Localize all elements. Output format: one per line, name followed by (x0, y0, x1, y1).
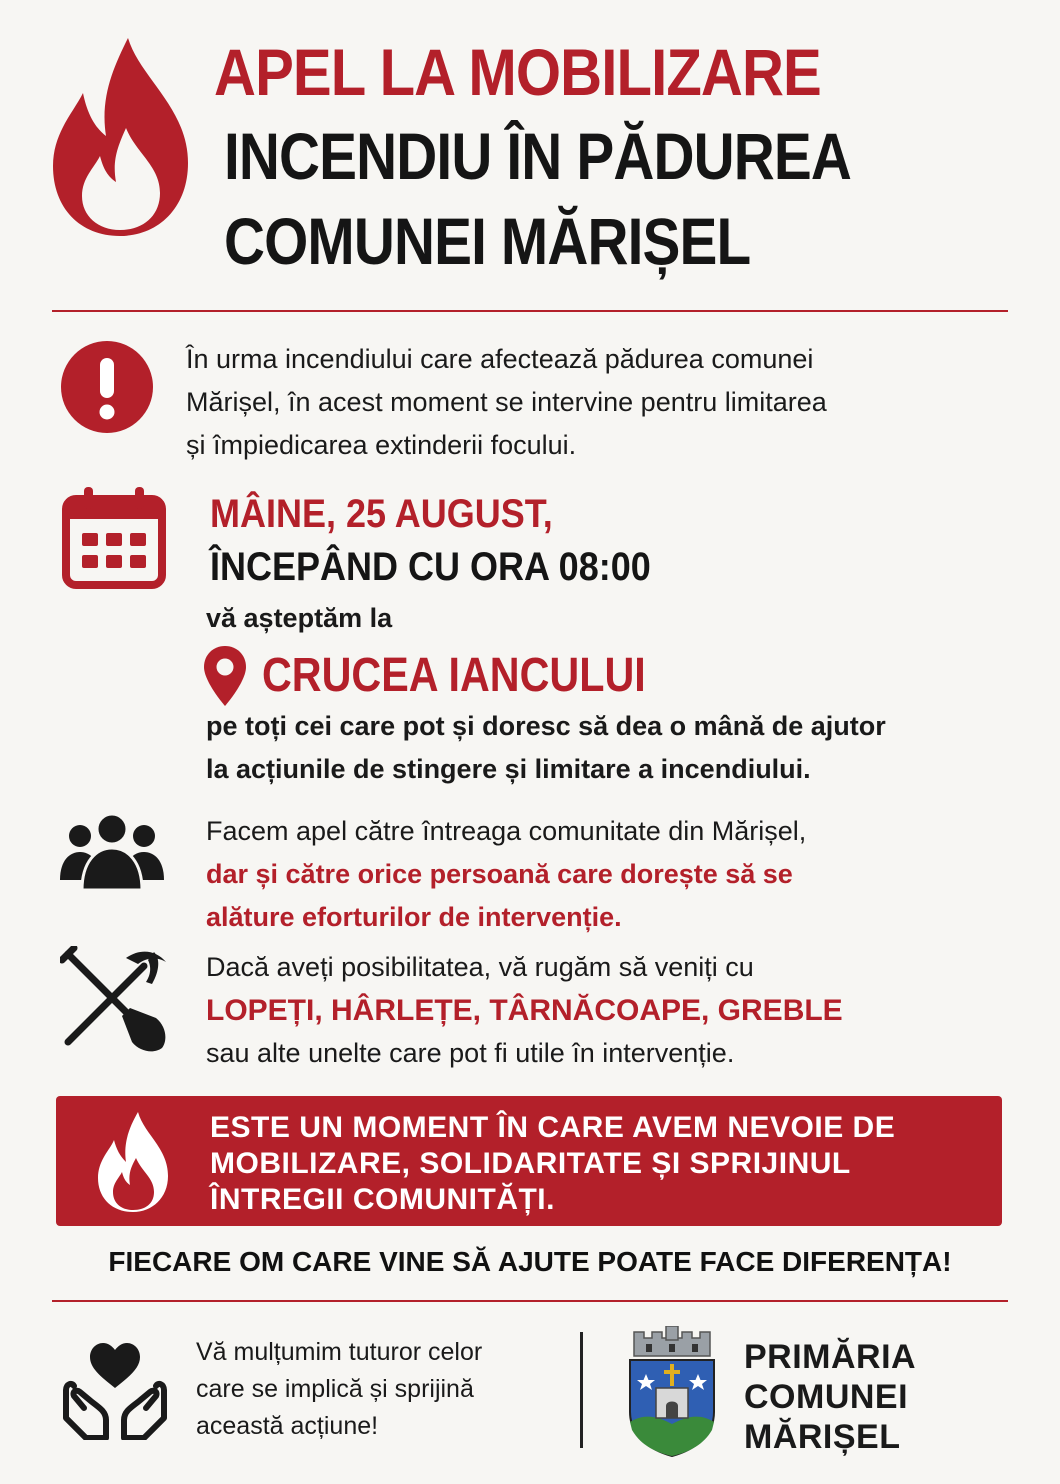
community-line-3: alăture eforturilor de intervenție. (206, 902, 622, 932)
intro-text (186, 338, 827, 467)
slogan: FIECARE OM CARE VINE SĂ AJUTE POATE FACE DIFERENȚA! (108, 1246, 952, 1277)
tools-line-3: sau alte unelte care pot fi utile în intervenție. (206, 1038, 735, 1068)
community-line-1: Facem apel către întreaga comunitate din Mărișel, (206, 816, 807, 846)
org-line-3: MĂRIȘEL (744, 1418, 901, 1456)
tools-icon (60, 946, 172, 1052)
alert-icon (60, 340, 154, 434)
community-line-2: dar și către orice persoană care dorește să se (206, 859, 793, 889)
event-date: MÂINE, 25 AUGUST, (210, 492, 553, 536)
meeting-location: CRUCEA IANCULUI (262, 649, 646, 702)
subtitle-line-2: COMUNEI MĂRIȘEL (224, 204, 751, 278)
tools-text (206, 946, 843, 1075)
banner-line-2: MOBILIZARE, SOLIDARITATE ȘI SPRIJINUL (210, 1147, 851, 1180)
intro-line-2: Mărișel, în acest moment se intervine pentru limitarea (186, 387, 827, 417)
await-text: vă așteptăm la (206, 603, 393, 633)
who-line-2: la acțiunile de stingere și limitare a incendiului. (206, 754, 811, 784)
thanks-line-2: care se implică și sprijină (196, 1375, 474, 1403)
location-pin-icon (204, 646, 246, 706)
org-line-2: COMUNEI (744, 1378, 909, 1416)
who-line-1: pe toți cei care pot și doresc să dea o mână de ajutor (206, 711, 886, 741)
event-time: ÎNCEPÂND CU ORA 08:00 (210, 545, 651, 589)
flame-icon (48, 38, 193, 238)
tools-line-1: Dacă aveți posibilitatea, vă rugăm să veniți cu (206, 952, 754, 982)
banner-flame-icon (96, 1112, 170, 1212)
heart-hands-icon (62, 1340, 168, 1440)
calendar-icon (60, 485, 168, 589)
org-line-1: PRIMĂRIA (744, 1338, 917, 1376)
organization-name (744, 1337, 916, 1457)
people-icon (58, 812, 166, 890)
tools-list: LOPEȚI, HÂRLEȚE, TÂRNĂCOAPE, GREBLE (206, 994, 843, 1027)
page-title: APEL LA MOBILIZARE (214, 35, 821, 109)
intro-line-3: și împiedicarea extinderii focului. (186, 430, 577, 460)
thanks-line-1: Vă mulțumim tuturor celor (196, 1338, 483, 1366)
subtitle-line-1: INCENDIU ÎN PĂDUREA (224, 119, 851, 193)
thanks-line-3: această acțiune! (196, 1412, 379, 1440)
who-text (206, 705, 886, 791)
banner-text (210, 1110, 895, 1218)
footer-divider (52, 1300, 1008, 1302)
banner-line-3: ÎNTREGII COMUNITĂȚI. (210, 1183, 555, 1216)
community-text (206, 810, 806, 939)
coat-of-arms-icon (626, 1326, 718, 1458)
thanks-text (196, 1334, 482, 1445)
banner-line-1: ESTE UN MOMENT ÎN CARE AVEM NEVOIE DE (210, 1111, 896, 1144)
footer-separator (580, 1332, 583, 1448)
intro-line-1: În urma incendiului care afectează pădurea comunei (186, 344, 814, 374)
header-divider (52, 310, 1008, 312)
